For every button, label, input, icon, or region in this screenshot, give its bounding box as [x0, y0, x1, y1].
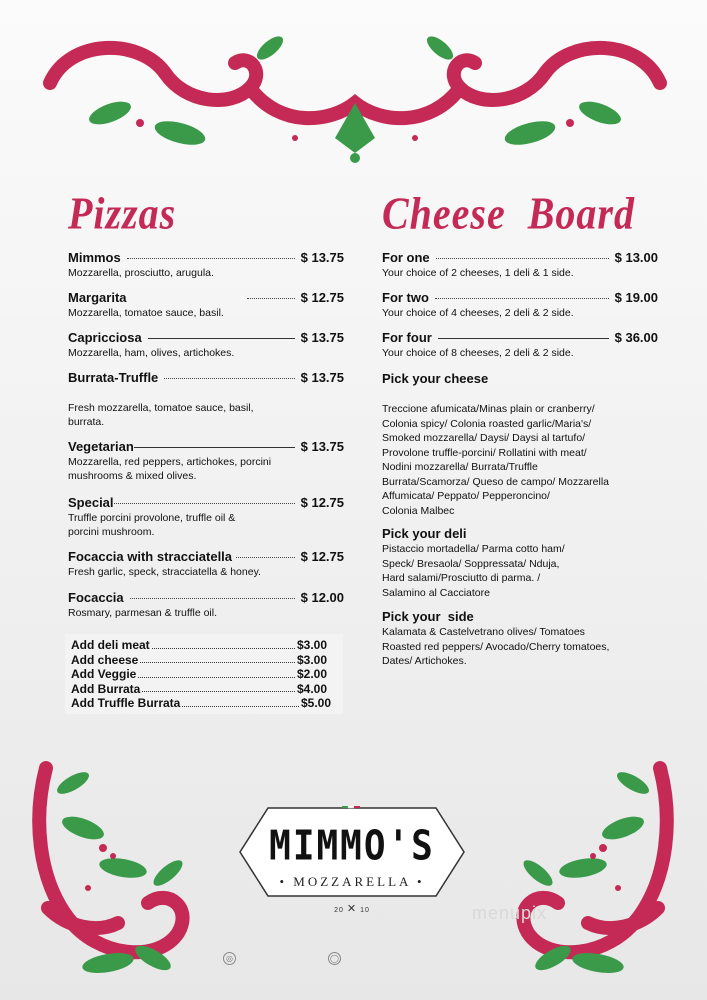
item-price: $ 12.75	[300, 290, 344, 305]
item-name: Focaccia with stracciatella	[68, 549, 233, 564]
addon-price: $3.00	[296, 652, 327, 667]
menu-item	[382, 290, 658, 320]
item-name: For four	[382, 330, 432, 345]
bottom-left-ornament	[28, 758, 203, 978]
addon-price: $3.00	[296, 638, 327, 652]
addon-price: $5.00	[300, 696, 331, 710]
menu-item	[68, 370, 344, 429]
addon-label: Add cheese	[71, 652, 139, 667]
watermark: menupix	[472, 903, 548, 923]
addon-label: Add Truffle Burrata	[71, 696, 181, 710]
addon-row	[65, 696, 331, 711]
item-description: Your choice of 8 cheeses, 2 deli & 2 side.	[382, 347, 574, 359]
item-name: Vegetarian	[68, 439, 134, 454]
addons-box	[65, 634, 343, 714]
pick-deli-title: Pick your deli	[382, 526, 467, 541]
menu-item	[382, 250, 658, 280]
logo-year: 20 ✕ 10	[334, 903, 370, 915]
pick-cheese-list: Treccione afumicata/Minas plain or cranberry/ Colonia spicy/ Colonia roasted garlic/Maria's/ Smoked mozzarella/ Daysi/ Daysi al tartufo/ Provolone truffle-porcini/ Rollatini with meat/ Nodini mozzarella/ Burrata/Truffle Burrata/Scamorza/ Queso de campo/ Mozzarella Affumicata/ Peppato/ Pepperoncino/ Colonia Malbec	[382, 403, 610, 517]
item-name: Capricciosa	[68, 330, 142, 345]
item-description: Mozzarella, ham, olives, artichokes.	[68, 347, 235, 359]
item-price: $ 12.75	[300, 549, 344, 564]
pick-side-list: Kalamata & Castelvetrano olives/ Tomatoes Roasted red peppers/ Avocado/Cherry tomatoes, Dates/ Artichokes.	[382, 626, 610, 667]
instagram-icon[interactable]: ◎	[223, 952, 236, 965]
item-price: $ 13.75	[300, 439, 344, 454]
item-name: Mimmos	[68, 250, 121, 265]
top-ornament	[30, 28, 680, 168]
addon-price: $2.00	[296, 667, 327, 681]
pizzas-heading: Pizzas	[68, 187, 177, 239]
logo-subtitle: • MOZZARELLA •	[279, 874, 425, 889]
menu-item	[68, 439, 344, 483]
item-price: $ 13.75	[300, 250, 344, 265]
item-name: For two	[382, 290, 429, 305]
item-description: Fresh mozzarella, tomatoe sauce, basil, burrata.	[68, 402, 254, 428]
item-description: Rosmary, parmesan & truffle oil.	[68, 607, 217, 619]
item-description: Fresh garlic, speck, stracciatella & honey.	[68, 566, 261, 578]
item-description: Your choice of 2 cheeses, 1 deli & 1 side.	[382, 267, 574, 279]
menu-item	[68, 290, 344, 320]
fork-knife-icon: ✕	[346, 903, 358, 915]
cheese-board-heading: Cheese Board	[382, 187, 635, 239]
menu-item	[68, 250, 344, 280]
logo	[238, 806, 466, 915]
item-description: Your choice of 4 cheeses, 2 deli & 2 side.	[382, 307, 574, 319]
addon-label: Add Burrata	[71, 681, 141, 696]
messenger-icon[interactable]: ◯	[328, 952, 341, 965]
addon-label: Add deli meat	[71, 638, 150, 652]
pick-cheese-title: Pick your cheese	[382, 371, 489, 386]
item-description: Mozzarella, tomatoe sauce, basil.	[68, 307, 224, 319]
item-name: Special	[68, 495, 114, 510]
item-price: $ 13.00	[614, 250, 658, 265]
logo-name: MIMMO'S	[269, 822, 435, 871]
item-price: $ 13.75	[300, 330, 344, 345]
addon-price: $4.00	[296, 681, 327, 696]
menu-item	[382, 330, 658, 360]
item-price: $ 19.00	[614, 290, 658, 305]
item-name: Focaccia	[68, 590, 124, 605]
menu-item	[68, 549, 344, 579]
pick-deli-list: Pistaccio mortadella/ Parma cotto ham/ Speck/ Bresaola/ Soppressata/ Nduja, Hard salami/Prosciutto di parma. / Salamino al Cacciatore	[382, 543, 565, 599]
item-price: $ 12.00	[300, 590, 344, 605]
item-name: For one	[382, 250, 430, 265]
pick-side-title: Pick your side	[382, 609, 474, 624]
item-name: Burrata-Truffle	[68, 370, 159, 385]
item-name: Margarita	[68, 290, 127, 305]
item-price: $ 12.75	[300, 495, 344, 510]
item-description: Mozzarella, prosciutto, arugula.	[68, 267, 214, 279]
item-description: Mozzarella, red peppers, artichokes, porcini mushrooms & mixed olives.	[68, 456, 272, 482]
item-price: $ 36.00	[614, 330, 658, 345]
item-description: Truffle porcini provolone, truffle oil & porcini mushroom.	[68, 512, 236, 538]
bottom-right-ornament	[503, 758, 678, 978]
menu-item	[68, 495, 344, 539]
menu-item	[68, 590, 344, 620]
addon-label: Add Veggie	[71, 667, 137, 681]
menu-item	[68, 330, 344, 360]
item-price: $ 13.75	[300, 370, 344, 385]
